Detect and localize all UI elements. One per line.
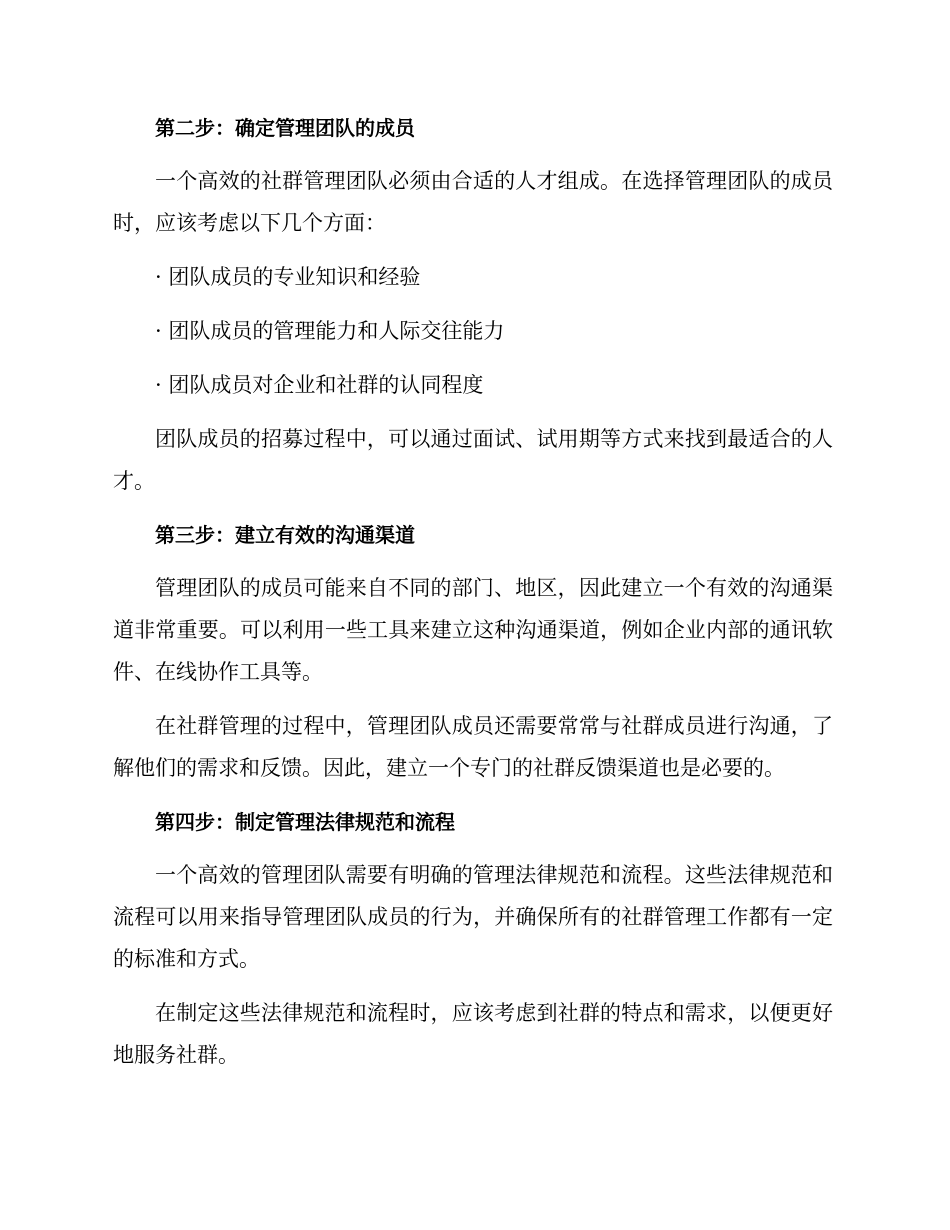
section3-heading: 第三步：建立有效的沟通渠道 (155, 523, 415, 547)
section2-paragraph2: 团队成员的招募过程中，可以通过面试、试用期等方式来找到最适合的人才。 (113, 427, 833, 493)
section2-paragraph1: 一个高效的社群管理团队必须由合适的人才组成。在选择管理团队的成员时，应该考虑以下几个方面： (113, 169, 833, 235)
section3-paragraph2: 在社群管理的过程中，管理团队成员还需要常常与社群成员进行沟通，了解他们的需求和反馈。因此，建立一个专门的社群反馈渠道也是必要的。 (113, 714, 833, 780)
section4-paragraph1: 一个高效的管理团队需要有明确的管理法律规范和流程。这些法律规范和流程可以用来指导管理团队成员的行为，并确保所有的社群管理工作都有一定的标准和方式。 (113, 863, 833, 971)
section2-bullet-1: · 团队成员的专业知识和经验 (155, 265, 421, 289)
document-body (113, 108, 833, 1076)
section2-bullet-2: · 团队成员的管理能力和人际交往能力 (155, 319, 505, 343)
section3-paragraph1: 管理团队的成员可能来自不同的部门、地区，因此建立一个有效的沟通渠道非常重要。可以利用一些工具来建立这种沟通渠道，例如企业内部的通讯软件、在线协作工具等。 (113, 576, 833, 684)
section2-heading: 第二步：确定管理团队的成员 (155, 116, 415, 140)
section2-bullet-3: · 团队成员对企业和社群的认同程度 (155, 373, 484, 397)
section4-paragraph2: 在制定这些法律规范和流程时，应该考虑到社群的特点和需求，以便更好地服务社群。 (113, 1001, 833, 1067)
section4-heading: 第四步：制定管理法律规范和流程 (155, 810, 455, 834)
